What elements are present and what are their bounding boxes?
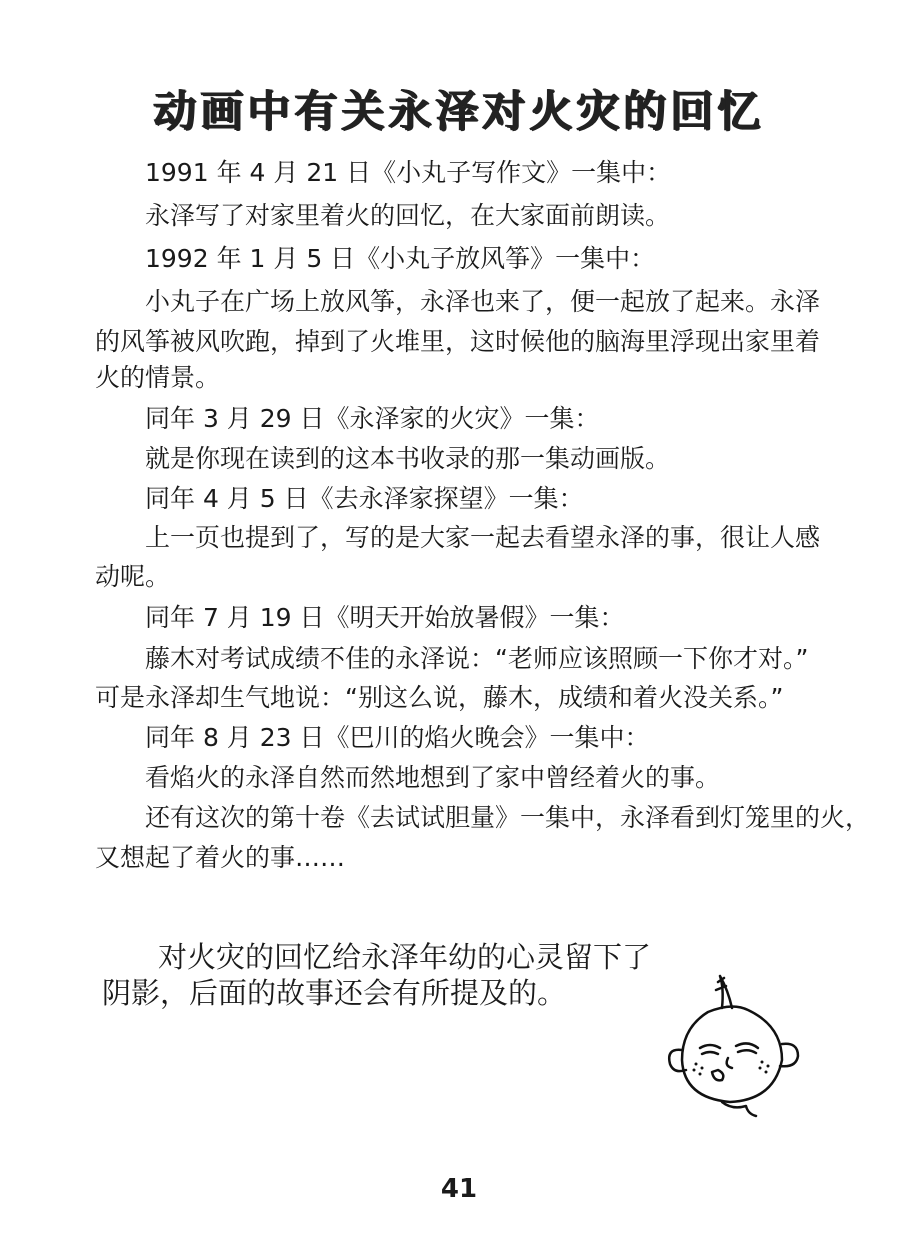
body-line: 永泽写了对家里着火的回忆，在大家面前朗读。 bbox=[145, 201, 671, 230]
handwritten-note-line-1: 对火灾的回忆给永泽年幼的心灵留下了 bbox=[158, 940, 652, 974]
body-line: 1991 年 4 月 21 日《小丸子写作文》一集中： bbox=[145, 158, 672, 187]
page-number: 41 bbox=[440, 1174, 478, 1204]
body-line: 的风筝被风吹跑，掉到了火堆里，这时候他的脑海里浮现出家里着 bbox=[95, 327, 821, 356]
body-line: 1992 年 1 月 5 日《小丸子放风筝》一集中： bbox=[145, 244, 656, 273]
body-line: 动呢。 bbox=[95, 562, 171, 591]
nagasawa-onion-head-doodle-icon bbox=[652, 968, 812, 1128]
body-line: 藤木对考试成绩不佳的永泽说：“老师应该照顾一下你才对。” bbox=[145, 644, 809, 673]
body-line: 又想起了着火的事…… bbox=[95, 843, 346, 872]
body-line: 就是你现在读到的这本书收录的那一集动画版。 bbox=[145, 444, 671, 473]
body-line: 同年 3 月 29 日《永泽家的火灾》一集： bbox=[145, 404, 600, 433]
body-line: 上一页也提到了，写的是大家一起去看望永泽的事，很让人感 bbox=[145, 523, 821, 552]
body-line: 可是永泽却生气地说：“别这么说，藤木，成绩和着火没关系。” bbox=[95, 683, 784, 712]
body-line: 同年 7 月 19 日《明天开始放暑假》一集： bbox=[145, 603, 625, 632]
handwritten-note-line-2: 阴影，后面的故事还会有所提及的。 bbox=[102, 976, 567, 1010]
body-line: 同年 8 月 23 日《巴川的焰火晚会》一集中： bbox=[145, 723, 650, 752]
page-title: 动画中有关永泽对火灾的回忆 bbox=[153, 87, 765, 137]
body-line: 看焰火的永泽自然而然地想到了家中曾经着火的事。 bbox=[145, 763, 721, 792]
body-line: 小丸子在广场上放风筝，永泽也来了，便一起放了起来。永泽 bbox=[145, 287, 821, 316]
body-line: 还有这次的第十卷《去试试胆量》一集中，永泽看到灯笼里的火， bbox=[145, 803, 871, 832]
body-line: 火的情景。 bbox=[95, 363, 221, 392]
body-line: 同年 4 月 5 日《去永泽家探望》一集： bbox=[145, 484, 584, 513]
